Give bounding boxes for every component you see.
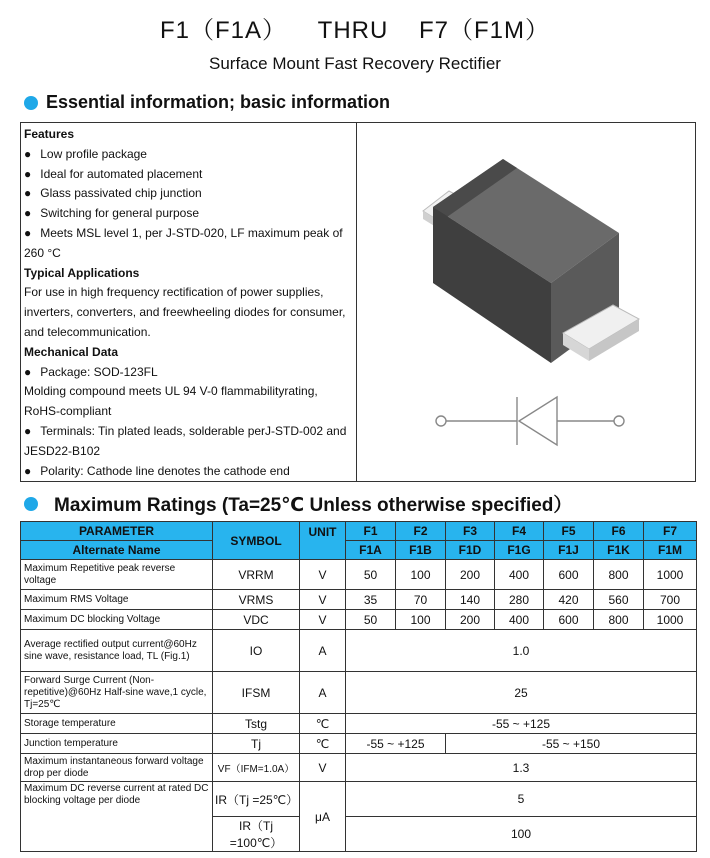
- mech-molding: Molding compound meets UL 94 V-0 flammabilityrating, RoHS-compliant: [24, 384, 318, 419]
- col-alt-name: F1J: [544, 541, 594, 560]
- table-row: Maximum instantaneous forward voltage drop per diode VF（IFM=1.0A） V 1.3: [21, 754, 697, 782]
- col-alt-name: F1K: [594, 541, 644, 560]
- mech-terminals: ● Terminals: Tin plated leads, solderable perJ-STD-002 and JESD22-B102: [24, 422, 352, 462]
- feature-item: ● Meets MSL level 1, per J-STD-020, LF maximum peak of 260 °C: [24, 224, 352, 264]
- table-row: Average rectified output current@60Hz sine wave, resistance load, TL (Fig.1) IO A 1.0: [21, 630, 697, 672]
- col-part: F3: [446, 522, 495, 541]
- feature-item: ● Ideal for automated placement: [24, 165, 352, 185]
- diode-symbol-icon: [436, 397, 624, 445]
- col-alternate: Alternate Name: [21, 541, 213, 560]
- document-title: F1（F1A） THRU F7（F1M）: [159, 17, 551, 44]
- table-row: Maximum Repetitive peak reverse voltage VRRM V 50 100 200 400 600 800 1000: [21, 560, 697, 590]
- col-alt-name: F1B: [396, 541, 446, 560]
- document-subtitle: Surface Mount Fast Recovery Rectifier: [209, 54, 501, 73]
- col-alt-name: F1G: [495, 541, 544, 560]
- info-text-column: [21, 123, 357, 481]
- table-row: Maximum RMS Voltage VRMS V 35 70 140 280 420 560 700: [21, 590, 697, 610]
- table-row: Maximum DC blocking Voltage VDC V 50 100 200 400 600 800 1000: [21, 610, 697, 630]
- col-part: F2: [396, 522, 446, 541]
- bullet-dot-icon: [24, 96, 38, 110]
- features-title: Features: [24, 127, 75, 141]
- feature-item: ● Switching for general purpose: [24, 204, 352, 224]
- applications-text: For use in high frequency rectification of power supplies, inverters, converters, and freewheeling diodes for consumer, and telecommunication.: [24, 285, 346, 339]
- col-part: F4: [495, 522, 544, 541]
- applications-title: Typical Applications: [24, 265, 140, 280]
- col-part: F6: [594, 522, 644, 541]
- table-row: Junction temperature Tj ℃ -55 ~ +125 -55 ~ +150: [21, 734, 697, 754]
- col-alt-name: F1D: [446, 541, 495, 560]
- table-header-row: [21, 541, 697, 560]
- col-part: F1: [346, 522, 396, 541]
- mech-polarity: ● Polarity: Cathode line denotes the cathode end: [24, 462, 352, 482]
- table-row: Storage temperature Tstg ℃ -55 ~ +125: [21, 714, 697, 734]
- max-ratings-table: [20, 521, 697, 852]
- basic-info-box: [20, 122, 696, 482]
- mechanical-title: Mechanical Data: [24, 344, 119, 359]
- feature-item: ● Low profile package: [24, 145, 352, 165]
- col-unit: UNIT: [300, 522, 346, 560]
- table-row: Maximum DC reverse current at rated DC blocking voltage per diode IR（Tj =25℃） μA 5: [21, 782, 697, 817]
- table-row: IR（Tj =100℃） 100: [21, 817, 697, 852]
- col-alt-name: F1A: [346, 541, 396, 560]
- bullet-dot-icon: [24, 497, 38, 511]
- col-symbol: SYMBOL: [213, 522, 300, 560]
- col-parameter: PARAMETER: [21, 522, 213, 541]
- col-alt-name: F1M: [644, 541, 697, 560]
- col-part: F5: [544, 522, 594, 541]
- table-row: Forward Surge Current (Non-repetitive)@60Hz Half-sine wave,1 cycle, Tj=25℃ IFSM A 25: [21, 672, 697, 714]
- table-header-row: [21, 522, 697, 541]
- mech-package: ● Package: SOD-123FL: [24, 363, 352, 383]
- col-part: F7: [644, 522, 697, 541]
- package-illustration-column: [357, 123, 695, 481]
- sod123fl-package-icon: [357, 123, 695, 481]
- section-heading-basic-info: Essential information; basic information: [24, 92, 390, 113]
- section-heading-max-ratings: Maximum Ratings (Ta=25℃ Unless otherwise specified）: [24, 490, 572, 517]
- feature-item: ● Glass passivated chip junction: [24, 184, 352, 204]
